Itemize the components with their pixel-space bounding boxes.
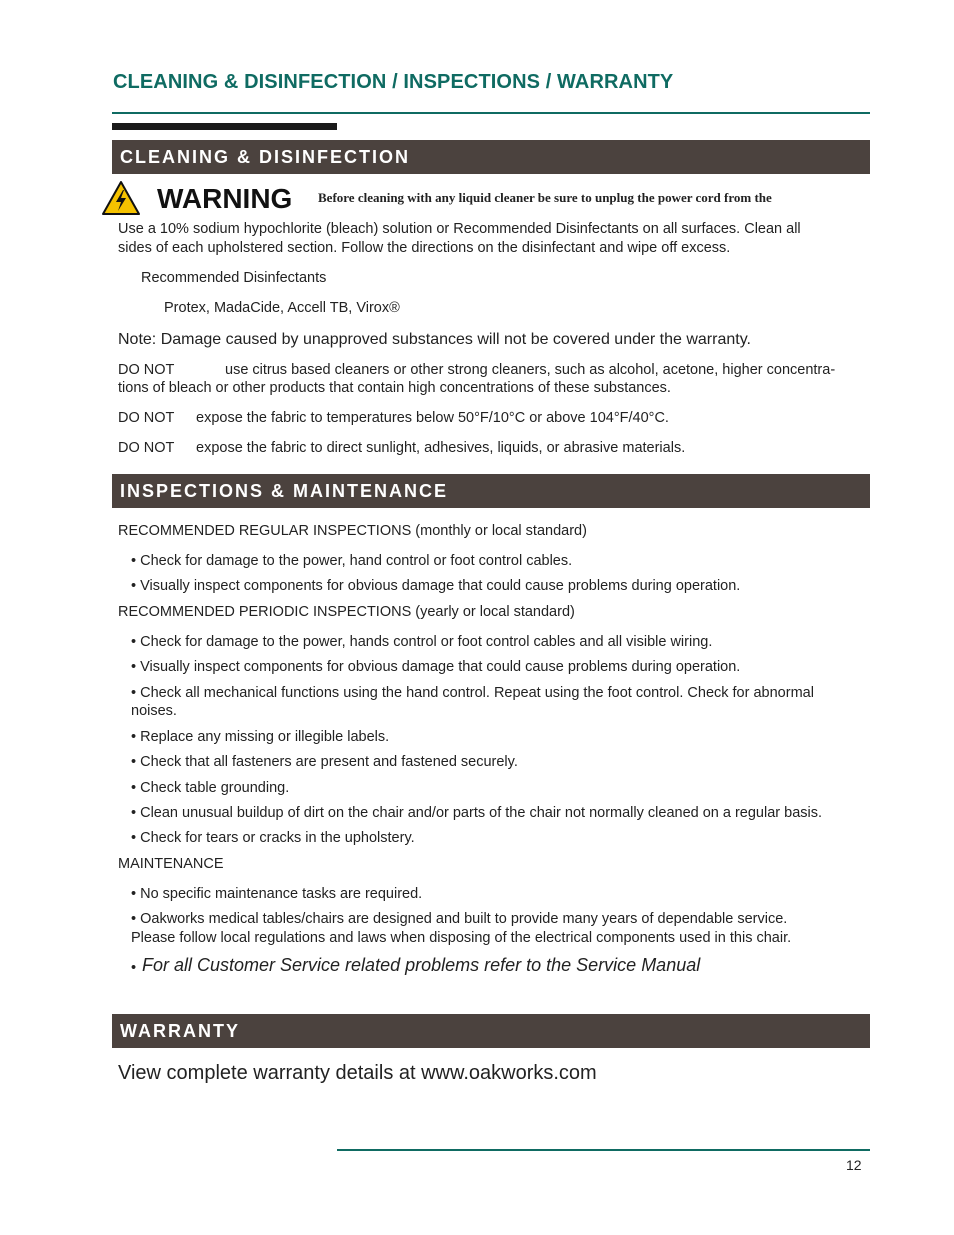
list-item: • Oakworks medical tables/chairs are designed and built to provide many years of dependable service. bbox=[131, 911, 788, 927]
donot-text-2: expose the fabric to temperatures below 50°F/10°C or above 104°F/40°C. bbox=[196, 410, 669, 426]
donot-label-2: DO NOT bbox=[118, 410, 175, 426]
list-item: • Check table grounding. bbox=[131, 780, 290, 796]
disinfectants-label: Recommended Disinfectants bbox=[141, 270, 327, 286]
warning-text: Before cleaning with any liquid cleaner be sure to unplug the power cord from the bbox=[318, 190, 772, 205]
regular-inspections-label: RECOMMENDED REGULAR INSPECTIONS (monthly or local standard) bbox=[118, 523, 587, 539]
list-item-continuation: Please follow local regulations and laws when disposing of the electrical components used in this chair. bbox=[131, 930, 792, 946]
warranty-details-text: View complete warranty details at www.oakworks.com bbox=[118, 1062, 597, 1084]
list-item: • Visually inspect components for obvious damage that could cause problems during operation. bbox=[131, 659, 741, 675]
title-divider bbox=[112, 112, 870, 114]
list-item-continuation: noises. bbox=[131, 703, 177, 719]
donot-text-1-line2: tions of bleach or other products that contain high concentrations of these substances. bbox=[118, 380, 671, 396]
donot-label-1: DO NOT bbox=[118, 362, 175, 378]
maintenance-label: MAINTENANCE bbox=[118, 856, 224, 872]
cleaning-paragraph-line1: Use a 10% sodium hypochlorite (bleach) solution or Recommended Disinfectants on all surfaces. Clean all bbox=[118, 221, 801, 237]
service-manual-note: For all Customer Service related problems refer to the Service Manual bbox=[142, 955, 701, 975]
list-item: • Check for damage to the power, hands control or foot control cables and all visible wiring. bbox=[131, 634, 713, 650]
section-heading-inspections: INSPECTIONS & MAINTENANCE bbox=[112, 474, 870, 508]
donot-text-1-line1: use citrus based cleaners or other strong cleaners, such as alcohol, acetone, higher concentra- bbox=[225, 362, 836, 378]
list-item: • Check that all fasteners are present and fastened securely. bbox=[131, 754, 518, 770]
list-item: • Check for damage to the power, hand control or foot control cables. bbox=[131, 553, 573, 569]
page-number: 12 bbox=[846, 1157, 862, 1173]
accent-bar bbox=[112, 123, 337, 130]
section-heading-cleaning: CLEANING & DISINFECTION bbox=[112, 140, 870, 174]
periodic-inspections-label: RECOMMENDED PERIODIC INSPECTIONS (yearly or local standard) bbox=[118, 604, 575, 620]
cleaning-paragraph-line2: sides of each upholstered section. Follow the directions on the disinfectant and wipe off excess. bbox=[118, 240, 731, 256]
donot-label-3: DO NOT bbox=[118, 440, 175, 456]
footer-divider bbox=[337, 1149, 870, 1151]
list-item: • Check all mechanical functions using the hand control. Repeat using the foot control. Check for abnormal bbox=[131, 685, 814, 701]
disinfectants-list: Protex, MadaCide, Accell TB, Virox® bbox=[164, 300, 400, 316]
service-bullet: • bbox=[131, 960, 137, 976]
list-item: • No specific maintenance tasks are required. bbox=[131, 886, 423, 902]
list-item: • Replace any missing or illegible labels. bbox=[131, 729, 390, 745]
list-item: • Check for tears or cracks in the upholstery. bbox=[131, 830, 415, 846]
list-item: • Visually inspect components for obvious damage that could cause problems during operation. bbox=[131, 578, 741, 594]
donot-text-3: expose the fabric to direct sunlight, adhesives, liquids, or abrasive materials. bbox=[196, 440, 686, 456]
page-title: CLEANING & DISINFECTION / INSPECTIONS / WARRANTY bbox=[113, 71, 674, 93]
warranty-note: Note: Damage caused by unapproved substances will not be covered under the warranty. bbox=[118, 331, 751, 348]
list-item: • Clean unusual buildup of dirt on the chair and/or parts of the chair not normally cleaned on a regular basis. bbox=[131, 805, 823, 821]
warning-electrical-icon bbox=[101, 180, 141, 216]
section-heading-warranty: WARRANTY bbox=[112, 1014, 870, 1048]
warning-label: WARNING bbox=[157, 183, 293, 214]
